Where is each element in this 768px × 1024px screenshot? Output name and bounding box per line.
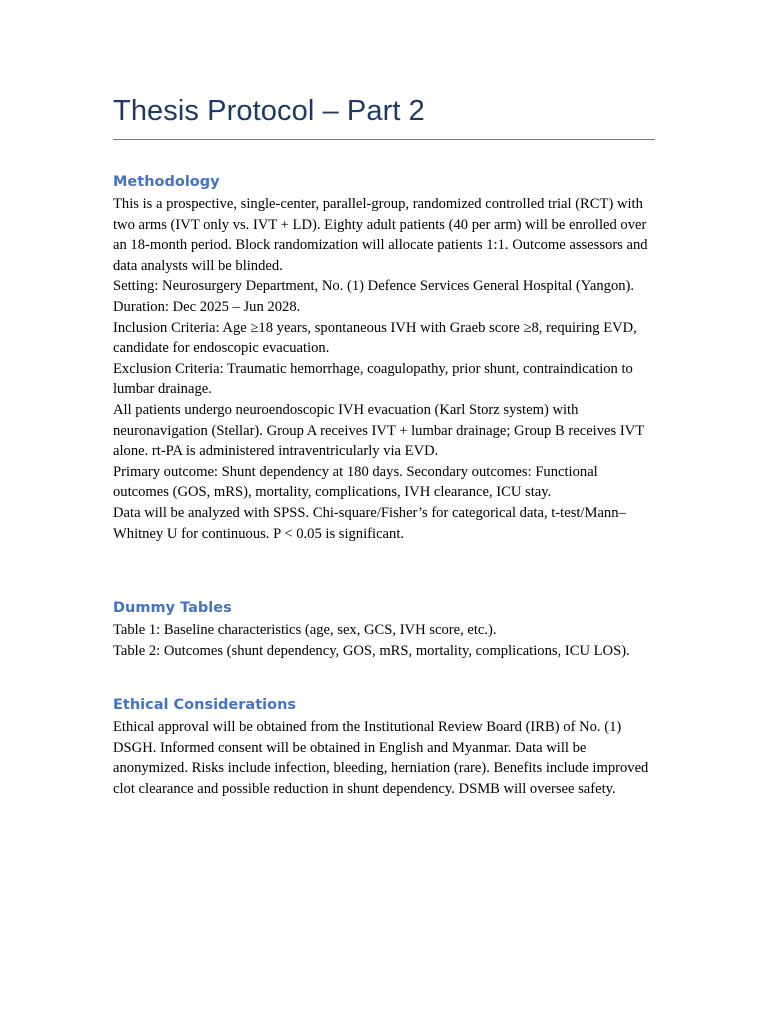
methodology-paragraph-procedure: All patients undergo neuroendoscopic IVH evacuation (Karl Storz system) with neuronavigation (Stellar). Group A receives IVT + lumbar drainage; Group B receives IVT alone. rt-PA is administered intraventricularly via EVD. xyxy=(113,401,644,460)
section-methodology xyxy=(113,170,655,544)
section-heading-dummy-tables: Dummy Tables xyxy=(113,600,232,616)
title-underline xyxy=(113,139,655,140)
section-heading-ethical-considerations: Ethical Considerations xyxy=(113,697,297,713)
dummy-table-1-description: Table 1: Baseline characteristics (age, sex, GCS, IVH score, etc.). xyxy=(113,622,497,638)
section-heading-methodology: Methodology xyxy=(113,174,220,190)
methodology-paragraph-inclusion: Inclusion Criteria: Age ≥18 years, spontaneous IVH with Graeb score ≥8, requiring EVD, candidate for endoscopic evacuation. xyxy=(113,319,637,357)
methodology-paragraph-analysis: Data will be analyzed with SPSS. Chi-square/Fisher’s for categorical data, t-test/Mann–Whitney U for continuous. P < 0.05 is significant. xyxy=(113,504,626,542)
document-title: Thesis Protocol – Part 2 xyxy=(113,95,425,127)
methodology-paragraph-outcomes: Primary outcome: Shunt dependency at 180 days. Secondary outcomes: Functional outcomes (GOS, mRS), mortality, complications, IVH clearance, ICU stay. xyxy=(113,463,598,501)
dummy-table-2-description: Table 2: Outcomes (shunt dependency, GOS, mRS, mortality, complications, ICU LOS). xyxy=(113,642,630,659)
methodology-paragraph-design: This is a prospective, single-center, parallel-group, randomized controlled trial (RCT) with two arms (IVT only vs. IVT + LD). Eighty adult patients (40 per arm) will be enrolled over an 18-month period. Block randomization will allocate patients 1:1. Outcome assessors and data analysts will be blinded. xyxy=(113,196,648,274)
section-dummy-tables xyxy=(113,596,655,661)
section-ethical-considerations xyxy=(113,693,655,799)
ethics-paragraph: Ethical approval will be obtained from the Institutional Review Board (IRB) of No. (1) DSGH. Informed consent will be obtained in English and Myanmar. Data will be anonymized. Risks include infection, bleeding, herniation (rare). Benefits include improved clot clearance and possible reduction in shunt dependency. DSMB will oversee safety. xyxy=(113,719,649,797)
methodology-paragraph-exclusion: Exclusion Criteria: Traumatic hemorrhage, coagulopathy, prior shunt, contraindication to lumbar drainage. xyxy=(113,360,633,398)
methodology-paragraph-setting: Setting: Neurosurgery Department, No. (1) Defence Services General Hospital (Yangon). Duration: Dec 2025 – Jun 2028. xyxy=(113,278,635,315)
